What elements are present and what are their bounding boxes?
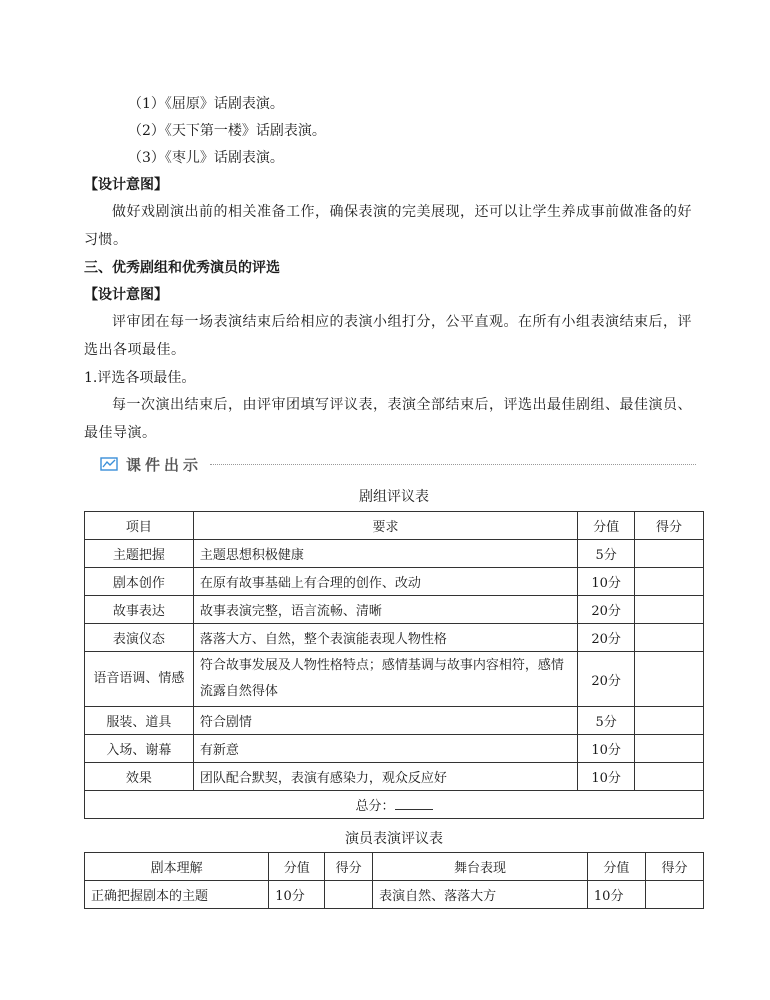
score-cell: 10分 (578, 568, 635, 596)
score-cell: 10分 (587, 881, 645, 909)
table-row (85, 735, 704, 763)
script-understanding-cell: 正确把握剧本的主题 (85, 881, 269, 909)
section-title: 三、优秀剧组和优秀演员的评选 (84, 260, 280, 276)
result-cell[interactable] (635, 707, 704, 735)
result-cell[interactable] (635, 568, 704, 596)
column-header: 分值 (578, 512, 635, 540)
table-row (85, 652, 704, 707)
requirement-cell: 主题思想积极健康 (193, 540, 577, 568)
table-row (85, 540, 704, 568)
table-header-row (85, 853, 704, 881)
result-cell[interactable] (635, 596, 704, 624)
table-row (85, 596, 704, 624)
design-intent-text: 做好戏剧演出前的相关准备工作，确保表演的完美展现，还可以让学生养成事前做准备的好习惯。 (84, 204, 692, 248)
table-header-row (85, 512, 704, 540)
result-cell[interactable] (325, 881, 373, 909)
courseware-icon (100, 457, 118, 471)
table-row (85, 624, 704, 652)
score-cell: 20分 (578, 652, 635, 707)
column-header: 得分 (645, 853, 703, 881)
design-intent-text: 评审团在每一场表演结束后给相应的表演小组打分，公平直观。在所有小组表演结束后，评选出各项最佳。 (84, 314, 692, 358)
table-row (85, 568, 704, 596)
result-cell[interactable] (635, 624, 704, 652)
item-cell: 效果 (85, 763, 194, 791)
result-cell[interactable] (645, 881, 703, 909)
requirement-cell: 故事表演完整，语言流畅、清晰 (193, 596, 577, 624)
item-cell: 语音语调、情感 (85, 652, 194, 707)
step-text: 每一次演出结束后，由评审团填写评议表，表演全部结束后，评选出最佳剧组、最佳演员、最佳导演。 (84, 397, 692, 441)
result-cell[interactable] (635, 735, 704, 763)
list-item: （1）《屈原》话剧表演。 (128, 96, 284, 112)
table-caption: 剧组评议表 (359, 489, 429, 505)
table-row (85, 707, 704, 735)
column-header: 剧本理解 (85, 853, 269, 881)
design-intent-label: 【设计意图】 (84, 177, 168, 193)
list-item: （3）《枣儿》话剧表演。 (128, 150, 284, 166)
item-cell: 表演仪态 (85, 624, 194, 652)
total-blank[interactable] (395, 797, 433, 810)
column-header: 项目 (85, 512, 194, 540)
total-label: 总分： (355, 799, 395, 814)
troupe-evaluation-table (84, 511, 704, 819)
score-cell: 5分 (578, 707, 635, 735)
item-cell: 主题把握 (85, 540, 194, 568)
requirement-cell: 落落大方、自然，整个表演能表现人物性格 (193, 624, 577, 652)
list-item: （2）《天下第一楼》话剧表演。 (128, 123, 326, 139)
column-header: 分值 (269, 853, 325, 881)
table-row (85, 881, 704, 909)
stage-performance-cell: 表演自然、落落大方 (373, 881, 588, 909)
courseware-title: 课件出示 (126, 455, 203, 474)
score-cell: 5分 (578, 540, 635, 568)
divider (210, 464, 696, 465)
result-cell[interactable] (635, 652, 704, 707)
item-cell: 入场、谢幕 (85, 735, 194, 763)
table-row (85, 763, 704, 791)
step-title: 1.评选各项最佳。 (84, 370, 196, 386)
requirement-cell: 有新意 (193, 735, 577, 763)
requirement-cell: 符合故事发展及人物性格特点；感情基调与故事内容相符，感情流露自然得体 (193, 652, 577, 707)
score-cell: 10分 (269, 881, 325, 909)
item-cell: 服装、道具 (85, 707, 194, 735)
result-cell[interactable] (635, 540, 704, 568)
column-header: 舞台表现 (373, 853, 588, 881)
result-cell[interactable] (635, 763, 704, 791)
score-cell: 10分 (578, 735, 635, 763)
total-cell (85, 791, 704, 819)
score-cell: 10分 (578, 763, 635, 791)
actor-evaluation-table (84, 852, 704, 909)
column-header: 得分 (635, 512, 704, 540)
column-header: 分值 (587, 853, 645, 881)
requirement-cell: 在原有故事基础上有合理的创作、改动 (193, 568, 577, 596)
requirement-cell: 符合剧情 (193, 707, 577, 735)
item-cell: 故事表达 (85, 596, 194, 624)
column-header: 要求 (193, 512, 577, 540)
courseware-header (100, 452, 696, 476)
score-cell: 20分 (578, 624, 635, 652)
score-cell: 20分 (578, 596, 635, 624)
item-cell: 剧本创作 (85, 568, 194, 596)
requirement-cell: 团队配合默契，表演有感染力，观众反应好 (193, 763, 577, 791)
table-caption: 演员表演评议表 (345, 831, 443, 847)
total-row (85, 791, 704, 819)
design-intent-label: 【设计意图】 (84, 287, 168, 303)
column-header: 得分 (325, 853, 373, 881)
